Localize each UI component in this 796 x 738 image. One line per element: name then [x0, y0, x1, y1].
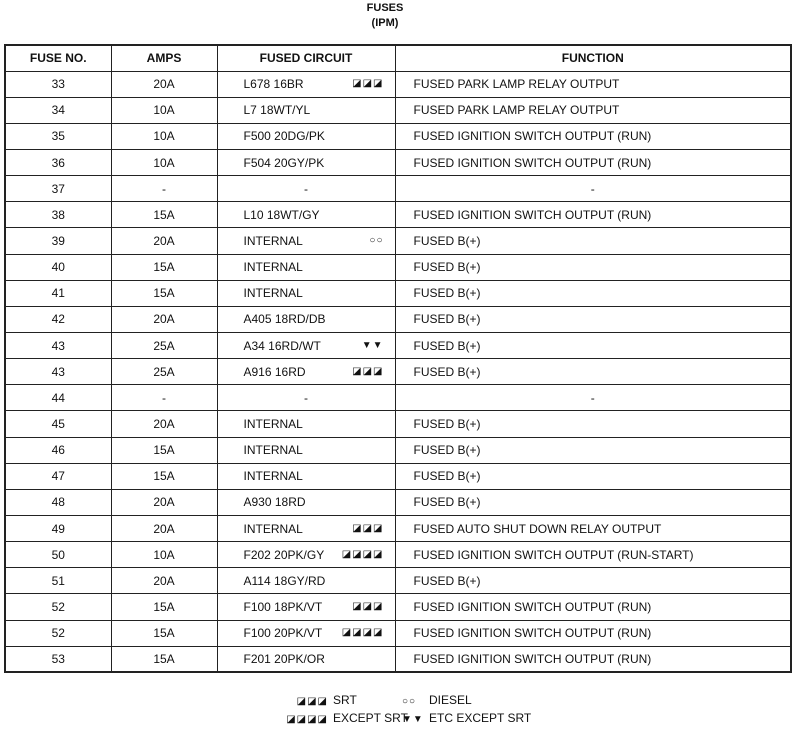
- circuit-label: A34 16RD/WT: [243, 338, 321, 353]
- cell-function: FUSED IGNITION SWITCH OUTPUT (RUN): [395, 202, 791, 228]
- table-row: [5, 202, 791, 228]
- etc-except-srt-symbol-icon: ▼▼: [402, 714, 424, 725]
- cell-function: FUSED B(+): [395, 463, 791, 489]
- cell-fuse-no: 38: [5, 202, 111, 228]
- cell-fused-circuit: [217, 542, 395, 568]
- circuit-label: -: [304, 181, 308, 196]
- legend-left: [282, 692, 408, 728]
- cell-fuse-no: 51: [5, 568, 111, 594]
- table-row: [5, 437, 791, 463]
- cell-function: FUSED IGNITION SWITCH OUTPUT (RUN): [395, 150, 791, 176]
- circuit-label: INTERNAL: [243, 521, 303, 536]
- fuse-table-container: [4, 44, 790, 673]
- cell-amps: -: [111, 176, 217, 202]
- table-row: [5, 97, 791, 123]
- cell-fuse-no: 45: [5, 411, 111, 437]
- cell-function: -: [395, 176, 791, 202]
- circuit-label: INTERNAL: [243, 286, 303, 301]
- cell-fuse-no: 43: [5, 359, 111, 385]
- variant-symbol-icon: ▼▼: [361, 339, 384, 351]
- table-row: [5, 411, 791, 437]
- table-row: [5, 463, 791, 489]
- cell-amps: 15A: [111, 202, 217, 228]
- cell-function: FUSED B(+): [395, 437, 791, 463]
- cell-function: FUSED AUTO SHUT DOWN RELAY OUTPUT: [395, 516, 791, 542]
- cell-function: FUSED PARK LAMP RELAY OUTPUT: [395, 71, 791, 97]
- circuit-label: F202 20PK/GY: [243, 547, 325, 562]
- cell-amps: 25A: [111, 359, 217, 385]
- variant-symbol-icon: ◪◪◪◪: [341, 627, 384, 639]
- cell-fuse-no: 48: [5, 489, 111, 515]
- cell-fused-circuit: [217, 620, 395, 646]
- circuit-label: A405 18RD/DB: [243, 312, 326, 327]
- cell-fuse-no: 37: [5, 176, 111, 202]
- circuit-label: INTERNAL: [243, 260, 303, 275]
- cell-amps: 25A: [111, 333, 217, 359]
- cell-fuse-no: 53: [5, 646, 111, 672]
- circuit-label: A916 16RD: [243, 364, 306, 379]
- circuit-label: F504 20GY/PK: [243, 155, 325, 170]
- page-subtitle: (IPM): [371, 17, 399, 29]
- circuit-label: F500 20DG/PK: [243, 129, 325, 144]
- table-row: [5, 280, 791, 306]
- circuit-label: -: [304, 390, 308, 405]
- cell-amps: 15A: [111, 646, 217, 672]
- cell-fused-circuit: [217, 594, 395, 620]
- header-amps: AMPS: [111, 45, 217, 71]
- srt-symbol-icon: ◪◪◪: [296, 696, 328, 707]
- circuit-label: INTERNAL: [243, 417, 303, 432]
- table-body: [5, 71, 791, 672]
- variant-symbol-icon: ◪◪◪: [352, 601, 384, 613]
- table-row: [5, 489, 791, 515]
- cell-amps: 20A: [111, 71, 217, 97]
- variant-symbol-icon: ○○: [369, 235, 384, 247]
- cell-function: FUSED B(+): [395, 228, 791, 254]
- legend-item-diesel: [402, 692, 531, 710]
- circuit-label: INTERNAL: [243, 443, 303, 458]
- cell-fuse-no: 52: [5, 594, 111, 620]
- fuse-table: [4, 44, 792, 673]
- cell-fused-circuit: [217, 568, 395, 594]
- cell-function: FUSED IGNITION SWITCH OUTPUT (RUN): [395, 123, 791, 149]
- table-row: [5, 542, 791, 568]
- circuit-label: F100 20PK/VT: [243, 626, 323, 641]
- variant-symbol-icon: ◪◪◪◪: [341, 548, 384, 560]
- cell-function: FUSED B(+): [395, 359, 791, 385]
- legend-right: [402, 692, 531, 728]
- cell-fuse-no: 41: [5, 280, 111, 306]
- cell-fused-circuit: [217, 489, 395, 515]
- cell-fused-circuit: [217, 306, 395, 332]
- cell-fuse-no: 36: [5, 150, 111, 176]
- cell-function: -: [395, 385, 791, 411]
- cell-function: FUSED IGNITION SWITCH OUTPUT (RUN): [395, 594, 791, 620]
- table-row: [5, 150, 791, 176]
- cell-fuse-no: 46: [5, 437, 111, 463]
- page-title: FUSES: [366, 2, 404, 14]
- cell-amps: 10A: [111, 97, 217, 123]
- legend-label-diesel: DIESEL: [429, 693, 472, 707]
- legend-item-except-srt: [282, 710, 408, 728]
- cell-fused-circuit: [217, 463, 395, 489]
- cell-function: FUSED B(+): [395, 411, 791, 437]
- cell-fused-circuit: [217, 359, 395, 385]
- cell-amps: 10A: [111, 542, 217, 568]
- table-row: [5, 71, 791, 97]
- variant-symbol-icon: ◪◪◪: [352, 78, 384, 90]
- circuit-label: INTERNAL: [243, 469, 303, 484]
- table-row: [5, 620, 791, 646]
- circuit-label: F201 20PK/OR: [243, 652, 325, 667]
- cell-function: FUSED B(+): [395, 489, 791, 515]
- circuit-label: A114 18GY/RD: [243, 573, 326, 588]
- table-row: [5, 359, 791, 385]
- header-fuse-no: FUSE NO.: [5, 45, 111, 71]
- cell-amps: 15A: [111, 437, 217, 463]
- cell-fused-circuit: [217, 646, 395, 672]
- circuit-label: L10 18WT/GY: [243, 207, 320, 222]
- table-row: [5, 516, 791, 542]
- table-header-row: [5, 45, 791, 71]
- cell-amps: 15A: [111, 463, 217, 489]
- variant-symbol-icon: ◪◪◪: [352, 365, 384, 377]
- circuit-label: A930 18RD: [243, 495, 306, 510]
- table-row: [5, 228, 791, 254]
- cell-function: FUSED IGNITION SWITCH OUTPUT (RUN): [395, 646, 791, 672]
- cell-amps: 10A: [111, 150, 217, 176]
- cell-amps: 20A: [111, 306, 217, 332]
- cell-fuse-no: 43: [5, 333, 111, 359]
- cell-fused-circuit: [217, 202, 395, 228]
- cell-fuse-no: 39: [5, 228, 111, 254]
- cell-function: FUSED B(+): [395, 333, 791, 359]
- cell-fuse-no: 33: [5, 71, 111, 97]
- except-srt-symbol-icon: ◪◪◪◪: [286, 714, 328, 725]
- cell-fused-circuit: [217, 385, 395, 411]
- table-row: [5, 306, 791, 332]
- variant-symbol-icon: ◪◪◪: [352, 522, 384, 534]
- cell-amps: 15A: [111, 620, 217, 646]
- cell-fuse-no: 42: [5, 306, 111, 332]
- cell-fused-circuit: [217, 176, 395, 202]
- cell-fused-circuit: [217, 254, 395, 280]
- cell-amps: 15A: [111, 254, 217, 280]
- cell-fused-circuit: [217, 150, 395, 176]
- legend-label-srt: SRT: [333, 693, 357, 707]
- cell-amps: 15A: [111, 280, 217, 306]
- cell-fuse-no: 35: [5, 123, 111, 149]
- table-row: [5, 176, 791, 202]
- legend-label-except-srt: EXCEPT SRT: [333, 711, 408, 725]
- cell-amps: 20A: [111, 489, 217, 515]
- cell-fuse-no: 47: [5, 463, 111, 489]
- diesel-symbol-icon: ○○: [402, 696, 417, 707]
- cell-fuse-no: 40: [5, 254, 111, 280]
- legend-item-etc-except-srt: [402, 710, 531, 728]
- cell-fused-circuit: [217, 437, 395, 463]
- table-row: [5, 385, 791, 411]
- circuit-label: L7 18WT/YL: [243, 103, 311, 118]
- cell-function: FUSED B(+): [395, 280, 791, 306]
- cell-amps: 20A: [111, 568, 217, 594]
- table-row: [5, 568, 791, 594]
- cell-fuse-no: 50: [5, 542, 111, 568]
- cell-function: FUSED IGNITION SWITCH OUTPUT (RUN-START): [395, 542, 791, 568]
- cell-function: FUSED B(+): [395, 568, 791, 594]
- header-function: FUNCTION: [395, 45, 791, 71]
- table-row: [5, 254, 791, 280]
- cell-function: FUSED PARK LAMP RELAY OUTPUT: [395, 97, 791, 123]
- table-row: [5, 123, 791, 149]
- circuit-label: F100 18PK/VT: [243, 600, 323, 615]
- cell-function: FUSED B(+): [395, 306, 791, 332]
- table-row: [5, 594, 791, 620]
- cell-fuse-no: 34: [5, 97, 111, 123]
- cell-amps: 20A: [111, 411, 217, 437]
- cell-amps: 15A: [111, 594, 217, 620]
- header-fused-circuit: FUSED CIRCUIT: [217, 45, 395, 71]
- table-row: [5, 646, 791, 672]
- cell-fused-circuit: [217, 71, 395, 97]
- legend-label-etc-except-srt: ETC EXCEPT SRT: [429, 711, 532, 725]
- cell-fuse-no: 49: [5, 516, 111, 542]
- cell-fused-circuit: [217, 333, 395, 359]
- cell-fuse-no: 44: [5, 385, 111, 411]
- cell-fused-circuit: [217, 123, 395, 149]
- cell-amps: 20A: [111, 516, 217, 542]
- cell-fuse-no: 52: [5, 620, 111, 646]
- legend-item-srt: [282, 692, 408, 710]
- cell-amps: -: [111, 385, 217, 411]
- cell-fused-circuit: [217, 411, 395, 437]
- cell-fused-circuit: [217, 97, 395, 123]
- cell-fused-circuit: [217, 228, 395, 254]
- circuit-label: INTERNAL: [243, 234, 303, 249]
- cell-fused-circuit: [217, 516, 395, 542]
- cell-function: FUSED IGNITION SWITCH OUTPUT (RUN): [395, 620, 791, 646]
- cell-function: FUSED B(+): [395, 254, 791, 280]
- table-row: [5, 333, 791, 359]
- cell-amps: 10A: [111, 123, 217, 149]
- cell-fused-circuit: [217, 280, 395, 306]
- cell-amps: 20A: [111, 228, 217, 254]
- circuit-label: L678 16BR: [243, 77, 304, 92]
